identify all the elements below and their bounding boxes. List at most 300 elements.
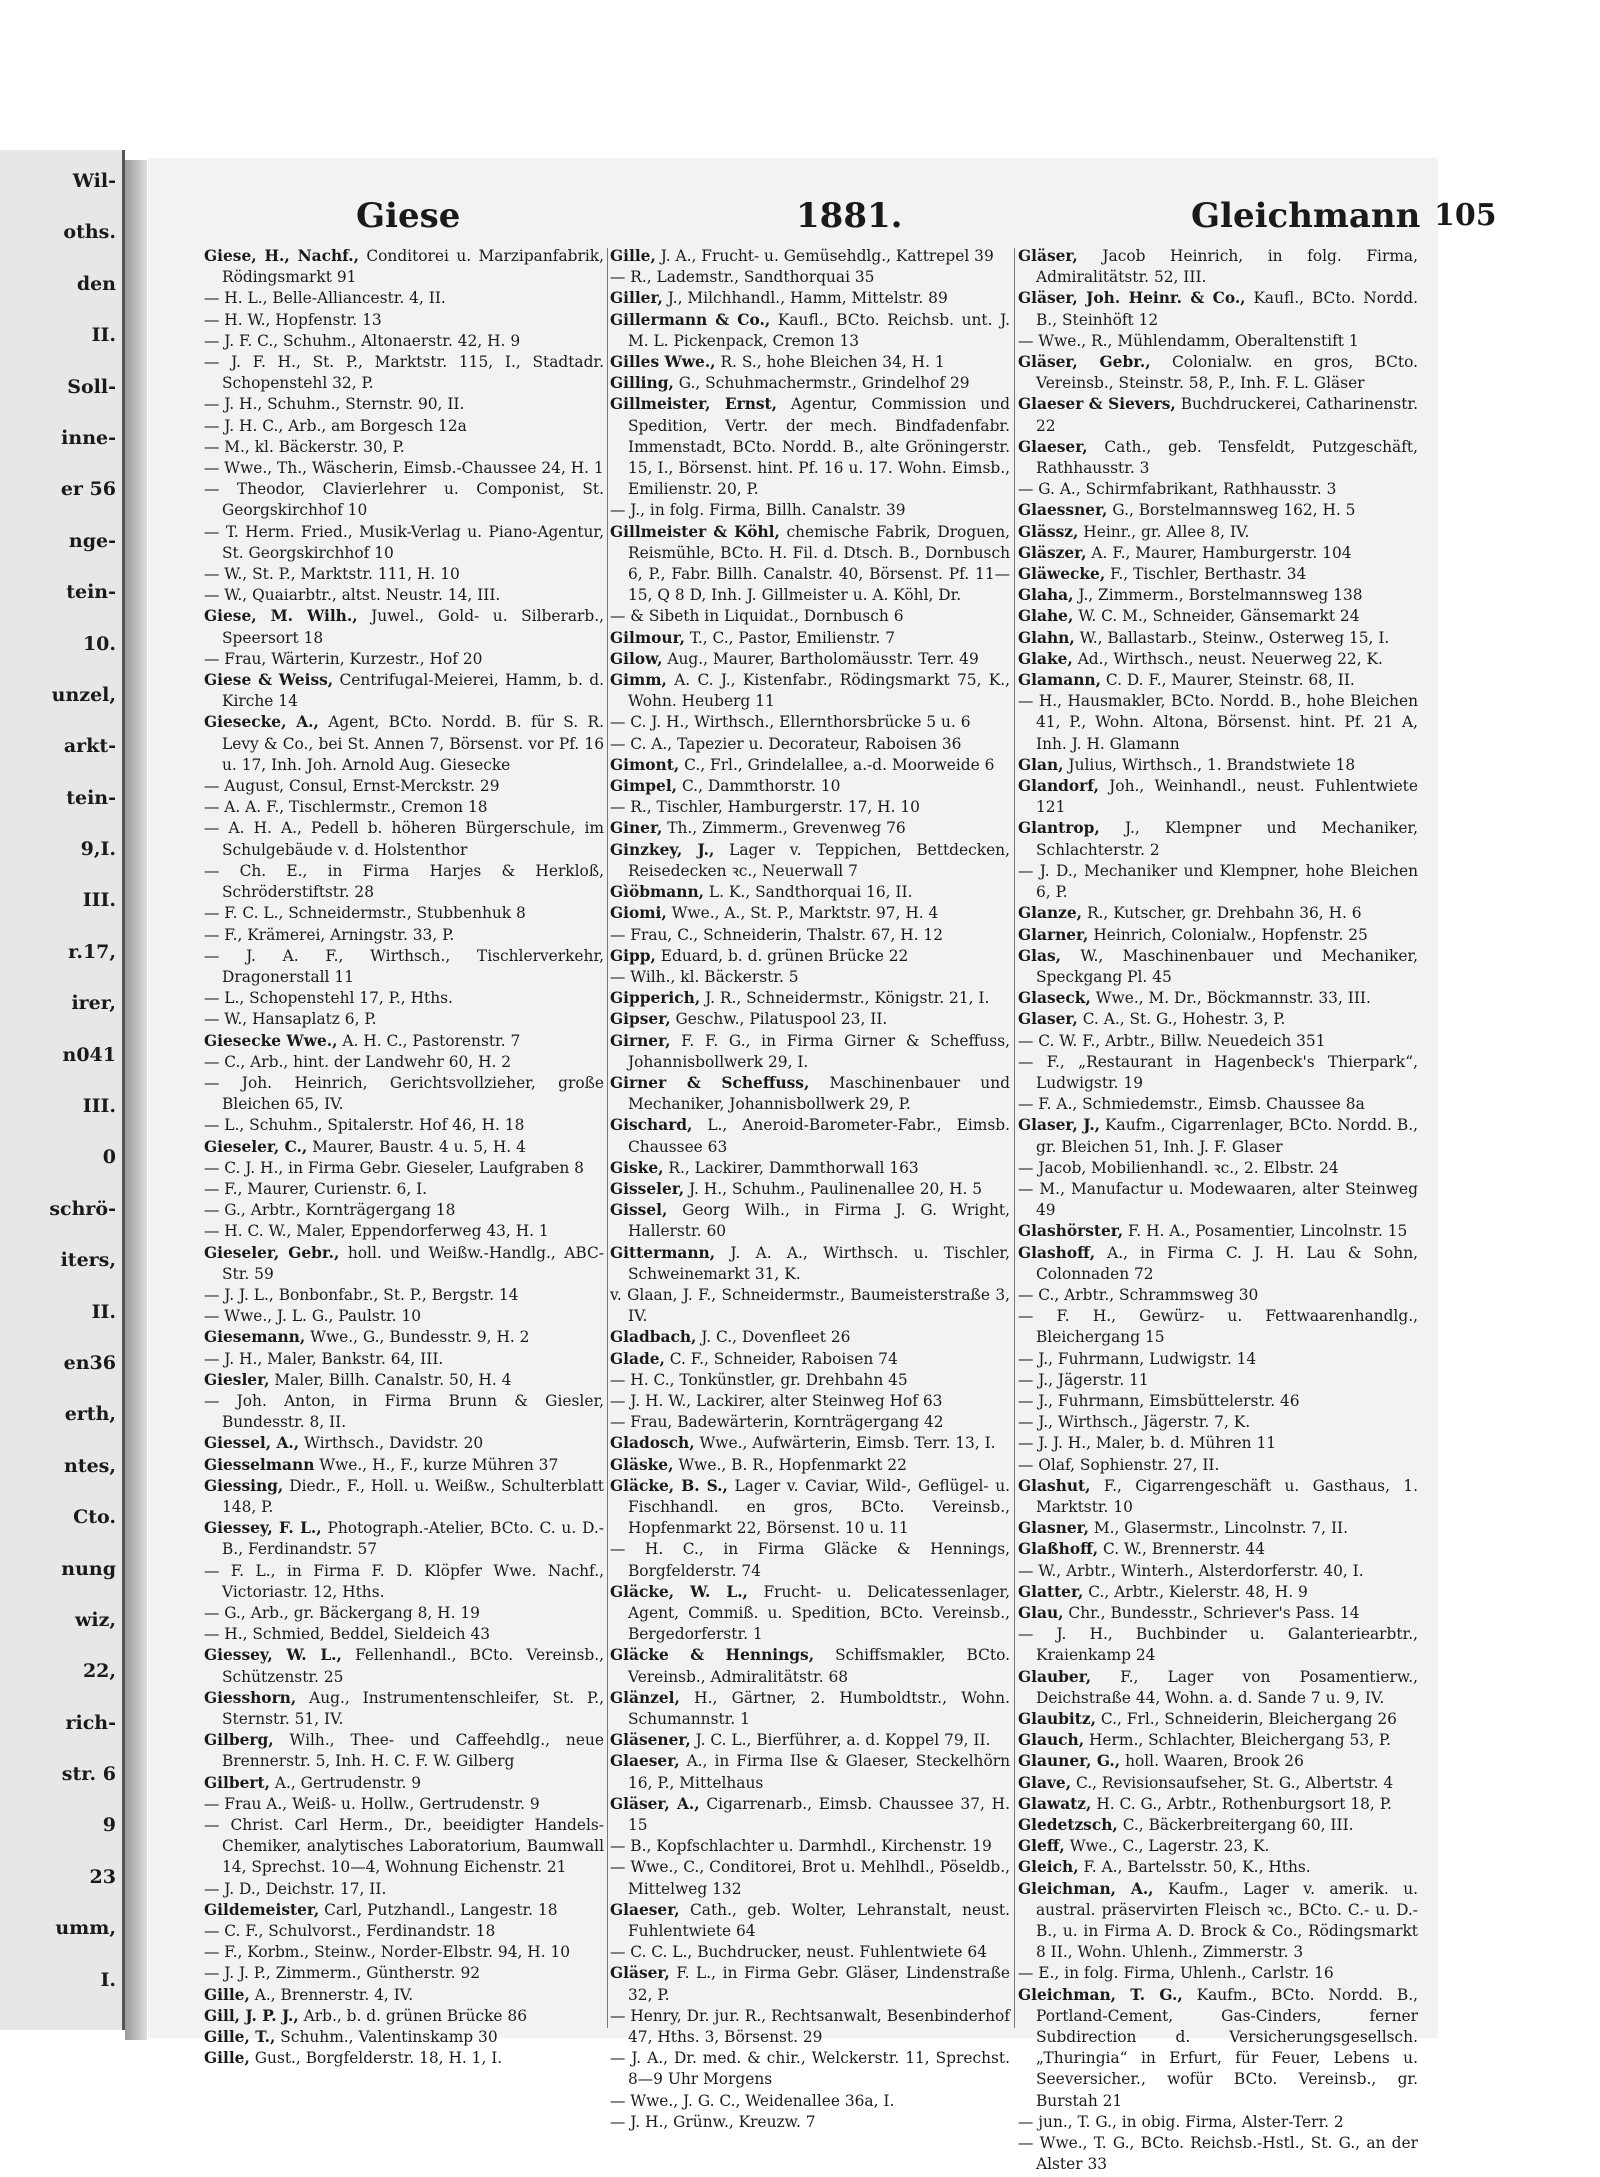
entry-name: Gillermann & Co.,: [610, 310, 771, 329]
directory-entry: [610, 288, 1010, 309]
entry-name: Gillmeister & Köhl,: [610, 522, 780, 541]
directory-entry: [1018, 1158, 1418, 1179]
entry-name: Gìöbmann,: [610, 883, 705, 902]
directory-entry: [204, 1794, 604, 1815]
directory-entry: [1018, 649, 1418, 670]
entry-name: Glaseck,: [1018, 989, 1091, 1008]
entry-details: — J. H. W., Lackirer, alter Steinweg Hof 63: [610, 1391, 943, 1410]
entry-details: L., Aneroid-Barometer-Fabr., Eimsb. Chaussee 63: [628, 1116, 1010, 1156]
directory-entry: [204, 1815, 604, 1879]
directory-entry: [1018, 1709, 1418, 1730]
entry-name: Gläsener,: [610, 1731, 691, 1750]
directory-entry: [204, 458, 604, 479]
facing-page-fragment: oths.: [63, 221, 116, 243]
entry-details: — J. H. C., Arb., am Borgesch 12a: [204, 416, 467, 435]
facing-page-fragment: n041: [62, 1044, 116, 1066]
entry-details: F. A., Bartelsstr. 50, K., Hths.: [1083, 1858, 1311, 1877]
entry-details: — Wilh., kl. Bäckerstr. 5: [610, 967, 799, 986]
entry-name: Gill, J. P. J.,: [204, 2006, 299, 2025]
entry-name: Giesler,: [204, 1370, 270, 1389]
entry-details: Aug., Instrumentenschleifer, St. P., Sternstr. 51, IV.: [222, 1688, 604, 1729]
directory-entry: [204, 797, 604, 818]
entry-name: Glaßhoff,: [1018, 1540, 1099, 1559]
directory-entry: [1018, 606, 1418, 627]
entry-name: Giese & Weiss,: [204, 671, 334, 690]
directory-entry: [204, 1921, 604, 1942]
entry-name: Glandorf,: [1018, 777, 1099, 796]
directory-entry: [1018, 1963, 1418, 1984]
entry-details: — J., Wirthsch., Jägerstr. 7, K.: [1018, 1413, 1251, 1432]
directory-entry: [1018, 1751, 1418, 1772]
entry-details: Wwe., B. R., Hopfenmarkt 22: [678, 1455, 907, 1474]
directory-entry: [1018, 1349, 1418, 1370]
directory-entry: [1018, 1306, 1418, 1348]
entry-details: — G., Arb., gr. Bäckergang 8, H. 19: [204, 1604, 480, 1622]
entry-name: Glamann,: [1018, 671, 1101, 690]
entry-name: Glashut,: [1018, 1476, 1091, 1495]
directory-entry: [1018, 1031, 1418, 1052]
entry-details: — F., Maurer, Curienstr. 6, I.: [204, 1179, 428, 1198]
directory-entry: [204, 1879, 604, 1900]
entry-details: — W., Arbtr., Winterh., Alsterdorferstr. 40, I.: [1018, 1561, 1364, 1580]
directory-entry: [1018, 543, 1418, 564]
directory-entry: [1018, 1794, 1418, 1815]
entry-details: — F. A., Schmiedemstr., Eimsb. Chaussee 8a: [1018, 1095, 1365, 1114]
directory-entry: [610, 522, 1010, 607]
directory-entry: [610, 882, 1010, 903]
entry-name: Gillmeister, Ernst,: [610, 395, 778, 414]
directory-entry: [610, 1963, 1010, 2005]
directory-entry: [204, 946, 604, 988]
entry-details: A., in Firma Ilse & Glaeser, Steckelhörn 16, P., Mittelhaus: [628, 1752, 1010, 1792]
entry-name: Gipser,: [610, 1010, 671, 1029]
directory-entry: [204, 2048, 604, 2069]
directory-entry: [1018, 1603, 1418, 1624]
entry-details: F. H. A., Posamentier, Lincolnstr. 15: [1128, 1222, 1408, 1241]
facing-page-fragment: 9: [102, 1814, 116, 1836]
entry-name: Glashoff,: [1018, 1243, 1096, 1262]
entry-details: — H. C., Tonkünstler, gr. Drehbahn 45: [610, 1370, 908, 1389]
entry-details: Heinrich, Colonialw., Hopfenstr. 25: [1093, 925, 1368, 944]
entry-details: — E., in folg. Firma, Uhlenh., Carlstr. 16: [1018, 1964, 1334, 1983]
entry-name: Gille,: [610, 247, 656, 265]
entry-name: Gimpel,: [610, 777, 678, 796]
facing-page-fragment: ntes,: [64, 1455, 116, 1477]
facing-page-fragment: den: [76, 273, 116, 295]
entry-name: Gläser, Gebr.,: [1018, 353, 1151, 372]
directory-entry: [610, 818, 1010, 839]
directory-entry: [1018, 1370, 1418, 1391]
directory-entry: [204, 331, 604, 352]
directory-entry: [204, 1433, 604, 1454]
entry-details: Ad., Wirthsch., neust. Neuerweg 22, K.: [1077, 649, 1383, 668]
entry-details: Wwe., H., F., kurze Mühren 37: [319, 1455, 559, 1474]
directory-entry: [1018, 479, 1418, 500]
entry-details: Chr., Bundesstr., Schriever's Pass. 14: [1068, 1604, 1360, 1622]
directory-entry: [204, 1137, 604, 1158]
entry-details: C. W., Brennerstr. 44: [1103, 1540, 1266, 1559]
entry-details: — W., St. P., Marktstr. 111, H. 10: [204, 565, 460, 584]
entry-details: — W., Hansaplatz 6, P.: [204, 1010, 377, 1029]
entry-details: — L., Schopenstehl 17, P., Hths.: [204, 989, 453, 1008]
facing-page-fragment: unzel,: [51, 684, 116, 706]
directory-entry: [204, 1349, 604, 1370]
entry-name: Giomi,: [610, 904, 667, 923]
entry-details: — J. H., Buchbinder u. Galanteriearbtr., Kraienkamp 24: [1018, 1625, 1418, 1665]
entry-name: Giessing,: [204, 1476, 284, 1495]
directory-entry: [204, 1518, 604, 1560]
entry-details: — J., Fuhrmann, Eimsbüttelerstr. 46: [1018, 1391, 1300, 1410]
directory-entry: [610, 2091, 1010, 2112]
directory-entry: [610, 1857, 1010, 1899]
directory-entry: [1018, 1730, 1418, 1751]
directory-entry: [204, 352, 604, 394]
directory-entry: [1018, 1009, 1418, 1030]
entry-details: C., Frl., Schneiderin, Bleichergang 26: [1100, 1710, 1397, 1729]
entry-details: L. K., Sandthorquai 16, II.: [708, 883, 913, 902]
entry-details: F., Lager von Posamentierw., Deichstraße 44, Wohn. a. d. Sande 7 u. 9, IV.: [1036, 1667, 1418, 1707]
entry-details: J. A., Frucht- u. Gemüsehdlg., Kattrepel 39: [660, 247, 994, 265]
directory-entry: [1018, 1115, 1418, 1157]
entry-details: Agent, BCto. Nordd. B. für S. R. Levy & Co., bei St. Annen 7, Börsenst. vor Pf. 16 u. 17, Inh. Joh. Arnold Aug. Giesecke: [222, 713, 604, 774]
directory-entry: [204, 564, 604, 585]
entry-details: — Wwe., J. L. G., Paulstr. 10: [204, 1307, 422, 1326]
entry-name: Gläcke & Hennings,: [610, 1646, 815, 1665]
entry-details: — Henry, Dr. jur. R., Rechtsanwalt, Besenbinderhof 47, Hths. 3, Börsenst. 29: [610, 2006, 1010, 2047]
entry-details: — J. J. P., Zimmerm., Güntherstr. 92: [204, 1964, 481, 1983]
facing-page-fragment: III.: [82, 889, 116, 911]
directory-entry: [204, 649, 604, 670]
facing-page-fragment: Soll-: [67, 376, 116, 398]
entry-details: — C. A., Tapezier u. Decorateur, Raboisen 36: [610, 734, 962, 753]
facing-page-fragment: 22,: [82, 1660, 116, 1682]
entry-name: Giesecke Wwe.,: [204, 1031, 338, 1050]
entry-name: Gimm,: [610, 671, 667, 690]
entry-details: — Joh. Heinrich, Gerichtsvollzieher, große Bleichen 65, IV.: [204, 1073, 604, 1114]
entry-details: — C., Arb., hint. der Landwehr 60, H. 2: [204, 1052, 512, 1071]
entry-details: Agentur, Commission und Spedition, Vertr. der mech. Bindfadenfabr. Immenstadt, BCto. Nordd. B., alte Gröningerstr. 15, I., Börsenst. hint. Pf. 16 u. 17. Wohn. Eimsb., Emilienstr. 20, P.: [628, 395, 1010, 499]
directory-entry: [204, 1645, 604, 1687]
directory-entry: [1018, 1667, 1418, 1709]
entry-details: — F. H., Gewürz- u. Fettwaarenhandlg., Bleichergang 15: [1018, 1307, 1418, 1347]
entry-name: Gläser, Joh. Heinr. & Co.,: [1018, 289, 1246, 308]
entry-name: Giller,: [610, 289, 663, 308]
directory-entry: [1018, 1815, 1418, 1836]
entry-details: — jun., T. G., in obig. Firma, Alster-Terr. 2: [1018, 2112, 1344, 2131]
entry-details: — C. C. L., Buchdrucker, neust. Fuhlentwiete 64: [610, 1943, 987, 1962]
facing-page-fragment: 10.: [82, 633, 116, 655]
directory-entry: [204, 1179, 604, 1200]
directory-entry: [204, 1115, 604, 1136]
entry-details: Buchdruckerei, Catharinenstr. 22: [1036, 395, 1418, 435]
page-gutter: [125, 160, 147, 2040]
entry-name: Gieseler, Gebr.,: [204, 1243, 340, 1262]
entry-name: Gläcke, B. S.,: [610, 1476, 728, 1495]
entry-details: W. C. M., Schneider, Gänsemarkt 24: [1078, 607, 1360, 626]
entry-details: J. H., Schuhm., Paulinenallee 20, H. 5: [689, 1179, 983, 1198]
entry-name: Glau,: [1018, 1604, 1064, 1622]
entry-details: A. F., Maurer, Hamburgerstr. 104: [1091, 543, 1352, 562]
entry-name: Glanze,: [1018, 904, 1083, 923]
facing-page-fragment: Cto.: [73, 1506, 116, 1528]
entry-name: Glave,: [1018, 1773, 1072, 1792]
facing-page-fragment: nge-: [68, 530, 116, 552]
directory-entry: [610, 1730, 1010, 1751]
entry-details: C. F., Schneider, Raboisen 74: [669, 1349, 898, 1368]
facing-page-fragment: rich-: [65, 1712, 116, 1734]
entry-details: v. Glaan, J. F., Schneidermstr., Baumeisterstraße 3, IV.: [610, 1285, 1010, 1326]
entry-name: Glashörster,: [1018, 1222, 1124, 1241]
entry-details: — R., Tischler, Hamburgerstr. 17, H. 10: [610, 798, 920, 817]
directory-entry: [610, 925, 1010, 946]
directory-entry: [610, 1243, 1010, 1285]
directory-entry: [204, 1052, 604, 1073]
directory-entry: [610, 1349, 1010, 1370]
entry-details: C., Frl., Grindelallee, a.-d. Moorweide 6: [684, 755, 995, 774]
facing-page-fragment: iters,: [60, 1249, 116, 1271]
entry-name: Glaubitz,: [1018, 1710, 1096, 1729]
entry-details: — Frau A., Weiß- u. Hollw., Gertrudenstr. 9: [204, 1794, 540, 1813]
entry-details: Cath., geb. Tensfeldt, Putzgeschäft, Rathhausstr. 3: [1036, 437, 1418, 478]
entry-name: Glässz,: [1018, 522, 1079, 541]
entry-details: — M., kl. Bäckerstr. 30, P.: [204, 437, 405, 456]
directory-entry: [610, 1009, 1010, 1030]
entry-details: Centrifugal-Meierei, Hamm, b. d. Kirche 14: [222, 671, 604, 711]
directory-entry: [610, 373, 1010, 394]
entry-name: Gläser, A.,: [610, 1794, 700, 1813]
entry-details: R. S., hohe Bleichen 34, H. 1: [720, 353, 945, 372]
entry-name: Glade,: [610, 1349, 665, 1368]
entry-details: Kaufm., Cigarrenlager, BCto. Nordd. B., gr. Bleichen 51, Inh. J. F. Glaser: [1036, 1116, 1418, 1156]
entry-name: Gimont,: [610, 755, 680, 774]
entry-name: Gieseler, C.,: [204, 1137, 308, 1156]
entry-details: Maler, Billh. Canalstr. 50, H. 4: [274, 1370, 512, 1389]
directory-entry: [610, 1115, 1010, 1157]
directory-entry: [204, 1985, 604, 2006]
directory-entry: [1018, 691, 1418, 755]
entry-name: Gläser,: [610, 1964, 670, 1983]
directory-entry: [610, 967, 1010, 988]
directory-entry: [1018, 564, 1418, 585]
entry-name: Giessey, F. L.,: [204, 1519, 322, 1538]
directory-entry: [204, 1243, 604, 1285]
directory-entry: [610, 734, 1010, 755]
directory-entry: [204, 925, 604, 946]
facing-page-fragment: str. 6: [61, 1763, 116, 1785]
entry-details: W., Ballastarb., Steinw., Osterweg 15, I.: [1079, 628, 1390, 647]
entry-details: — J. A. F., Wirthsch., Tischlerverkehr, Dragonerstall 11: [204, 946, 604, 986]
directory-entry: [610, 352, 1010, 373]
facing-page-fragment: 0: [102, 1146, 116, 1168]
entry-details: Lager v. Teppichen, Bettdecken, Reisedecken ꝛc., Neuerwall 7: [628, 840, 1010, 880]
entry-details: — R., Lademstr., Sandthorquai 35: [610, 268, 875, 287]
entry-name: Giese, M. Wilh.,: [204, 607, 358, 626]
entry-details: F. L., in Firma Gebr. Gläser, Lindenstraße 32, P.: [628, 1964, 1010, 2004]
entry-name: Giner,: [610, 819, 663, 838]
facing-page-fragment: II.: [91, 1301, 116, 1323]
directory-entry: [1018, 776, 1418, 818]
entry-details: R., Kutscher, gr. Drehbahn 36, H. 6: [1086, 904, 1362, 923]
entry-details: Kaufm., Lager v. amerik. u. austral. präservirten Fleisch ꝛc., BCto. C.- u. D.-B., u. in Firma A. D. Brock & Co., Rödingsmarkt 8 II., Wohn. Uhlenh., Zimmerstr. 3: [1036, 1879, 1418, 1962]
entry-name: Gläser,: [1018, 247, 1078, 265]
entry-details: — Frau, Badewärterin, Kornträgergang 42: [610, 1413, 944, 1432]
entry-details: — H., Schmied, Beddel, Sieldeich 43: [204, 1625, 491, 1644]
directory-entry: [1018, 246, 1418, 288]
directory-entry: [610, 946, 1010, 967]
entry-name: Glauner, G.,: [1018, 1752, 1121, 1771]
entry-details: J., Klempner und Mechaniker, Schlachterstr. 2: [1036, 819, 1418, 859]
entry-details: A. H. C., Pastorenstr. 7: [342, 1031, 521, 1050]
directory-entry: [610, 628, 1010, 649]
entry-details: A., Gertrudenstr. 9: [274, 1773, 422, 1792]
directory-entry: [204, 988, 604, 1009]
entry-details: Schiffsmakler, BCto. Vereinsb., Admiralitätstr. 68: [628, 1646, 1010, 1686]
directory-entry: [204, 1370, 604, 1391]
directory-entry: [610, 267, 1010, 288]
directory-entry: [610, 1433, 1010, 1454]
entry-details: — T. Herm. Fried., Musik-Verlag u. Piano-Agentur, St. Georgskirchhof 10: [204, 522, 604, 562]
entry-name: Gladosch,: [610, 1434, 695, 1453]
entry-name: Gilow,: [610, 649, 663, 668]
entry-name: Glas,: [1018, 946, 1061, 965]
entry-name: Giese, H., Nachf.,: [204, 247, 359, 265]
directory-entry: [610, 500, 1010, 521]
directory-entry: [204, 288, 604, 309]
facing-page-fragment: en36: [63, 1352, 116, 1374]
directory-entry: [1018, 670, 1418, 691]
entry-details: — Olaf, Sophienstr. 27, II.: [1018, 1455, 1220, 1474]
entry-details: — A. H. A., Pedell b. höheren Bürgerschule, im Schulgebäude v. d. Holstenthor: [204, 819, 604, 859]
facing-page-fragment: inne-: [61, 427, 116, 449]
entry-details: Conditorei u. Marzipanfabrik, Rödingsmarkt 91: [222, 247, 604, 287]
entry-details: Joh., Weinhandl., neust. Fuhlentwiete 121: [1036, 777, 1418, 817]
directory-entry: [204, 522, 604, 564]
directory-entry: [1018, 331, 1418, 352]
directory-entry: [204, 2006, 604, 2027]
entry-name: Glaser, J.,: [1018, 1116, 1101, 1135]
directory-entry: [204, 437, 604, 458]
entry-name: Gille,: [204, 2049, 250, 2068]
entry-details: Wwe., C., Lagerstr. 23, K.: [1069, 1837, 1270, 1856]
entry-details: C., Dammthorstr. 10: [681, 777, 841, 796]
directory-entry: [1018, 2133, 1418, 2175]
directory-entry: [204, 585, 604, 606]
entry-name: Gilles Wwe.,: [610, 353, 716, 372]
directory-entry: [610, 1688, 1010, 1730]
entry-details: — J., in folg. Firma, Billh. Canalstr. 39: [610, 501, 906, 520]
entry-details: — Wwe., C., Conditorei, Brot u. Mehlhdl., Pöseldb., Mittelweg 132: [610, 1858, 1010, 1898]
directory-entry: [204, 1773, 604, 1794]
entry-details: — Wwe., J. G. C., Weidenallee 36a, I.: [610, 2091, 895, 2110]
entry-details: Georg Wilh., in Firma J. G. Wright, Hallerstr. 60: [628, 1201, 1010, 1241]
entry-name: Gipp,: [610, 946, 656, 965]
entry-details: J. A. A., Wirthsch. u. Tischler, Schweinemarkt 31, K.: [628, 1243, 1010, 1283]
entry-details: holl. und Weißw.-Handlg., ABC-Str. 59: [222, 1243, 604, 1283]
entry-details: C., Revisionsaufseher, St. G., Albertstr. 4: [1075, 1773, 1394, 1792]
entry-details: H. C. G., Arbtr., Rothenburgsort 18, P.: [1096, 1794, 1392, 1813]
entry-name: Glake,: [1018, 649, 1073, 668]
directory-entry: [1018, 500, 1418, 521]
entry-name: Gläwecke,: [1018, 565, 1106, 584]
entry-name: Glaessner,: [1018, 501, 1108, 520]
entry-details: Frucht- u. Delicatessenlager, Agent, Commiß. u. Spedition, BCto. Vereinsb., Bergedorferstr. 1: [628, 1582, 1010, 1644]
header-right-keyword: Gleichmann: [1191, 196, 1421, 236]
entry-details: — B., Kopfschlachter u. Darmhdl., Kirchenstr. 19: [610, 1837, 992, 1856]
entry-details: Cath., geb. Wolter, Lehranstalt, neust. Fuhlentwiete 64: [628, 1900, 1010, 1941]
directory-entry: [610, 1942, 1010, 1963]
entry-details: H., Gärtner, 2. Humboldtstr., Wohn. Schumannstr. 1: [628, 1688, 1010, 1729]
directory-entry: [610, 2112, 1010, 2133]
entry-name: Gittermann,: [610, 1243, 716, 1262]
entry-name: Gleichman, A.,: [1018, 1879, 1154, 1898]
entry-details: — J., Fuhrmann, Ludwigstr. 14: [1018, 1349, 1257, 1368]
entry-details: — A. A. F., Tischlermstr., Cremon 18: [204, 798, 488, 817]
directory-entry: [204, 1327, 604, 1348]
entry-details: — F. C. L., Schneidermstr., Stubbenhuk 8: [204, 904, 526, 923]
entry-details: — J. H., Grünw., Kreuzw. 7: [610, 2112, 816, 2131]
facing-page-fragment: 23: [89, 1866, 116, 1888]
entry-details: Diedr., F., Holl. u. Weißw., Schulterblatt 148, P.: [222, 1476, 604, 1516]
directory-entry: [204, 310, 604, 331]
entry-name: Glahe,: [1018, 607, 1074, 626]
column-divider: [607, 248, 608, 2028]
entry-name: Glatter,: [1018, 1582, 1084, 1601]
entry-details: Wirthsch., Davidstr. 20: [304, 1434, 484, 1453]
entry-details: — J. H., Maler, Bankstr. 64, III.: [204, 1349, 444, 1368]
directory-entry: [1018, 1985, 1418, 2112]
entry-details: — Wwe., R., Mühlendamm, Oberaltenstift 1: [1018, 331, 1359, 350]
entry-name: Gläszer,: [1018, 543, 1087, 562]
entry-details: J., Zimmerm., Borstelmannsweg 138: [1078, 586, 1363, 605]
entry-name: Glawatz,: [1018, 1794, 1092, 1813]
directory-entry: [610, 1836, 1010, 1857]
directory-entry: [1018, 1879, 1418, 1964]
entry-name: Giesshorn,: [204, 1688, 297, 1707]
directory-entry: [610, 2006, 1010, 2048]
facing-page-fragment: II.: [91, 324, 116, 346]
directory-entry: [204, 1200, 604, 1221]
header-left-keyword: Giese: [356, 196, 461, 236]
entry-details: — F., „Restaurant in Hagenbeck's Thierpark“, Ludwigstr. 19: [1018, 1052, 1418, 1092]
entry-name: Girner,: [610, 1031, 671, 1050]
entry-details: Schuhm., Valentinskamp 30: [280, 2028, 498, 2047]
entry-name: Ginzkey, J.,: [610, 840, 715, 859]
directory-entry: [610, 755, 1010, 776]
facing-page-fragment: umm,: [55, 1917, 116, 1939]
directory-entry: [1018, 1773, 1418, 1794]
entry-name: Glaser,: [1018, 1010, 1078, 1029]
directory-entry: [1018, 394, 1418, 436]
directory-entry: [610, 1073, 1010, 1115]
directory-entry: [1018, 628, 1418, 649]
entry-name: Glaeser,: [1018, 437, 1088, 456]
directory-entry: [1018, 1857, 1418, 1878]
directory-entry: [1018, 1518, 1418, 1539]
entry-details: — G., Arbtr., Kornträgergang 18: [204, 1201, 456, 1220]
entry-details: Photograph.-Atelier, BCto. C. u. D.-B., Ferdinandstr. 57: [222, 1519, 604, 1559]
entry-name: Glantrop,: [1018, 819, 1100, 838]
facing-page-fragment: irer,: [71, 992, 116, 1014]
directory-entry: [610, 1455, 1010, 1476]
entry-name: Gilberg,: [204, 1731, 274, 1750]
directory-entry: [610, 1158, 1010, 1179]
entry-name: Giesselmann: [204, 1455, 315, 1474]
directory-entry: [204, 246, 604, 288]
directory-entry: [1018, 1052, 1418, 1094]
directory-entry: [204, 394, 604, 415]
entry-details: — Wwe., T. G., BCto. Reichsb.-Hstl., St. G., an der Alster 33: [1018, 2134, 1418, 2174]
entry-details: G., Schuhmachermstr., Grindelhof 29: [678, 374, 970, 393]
